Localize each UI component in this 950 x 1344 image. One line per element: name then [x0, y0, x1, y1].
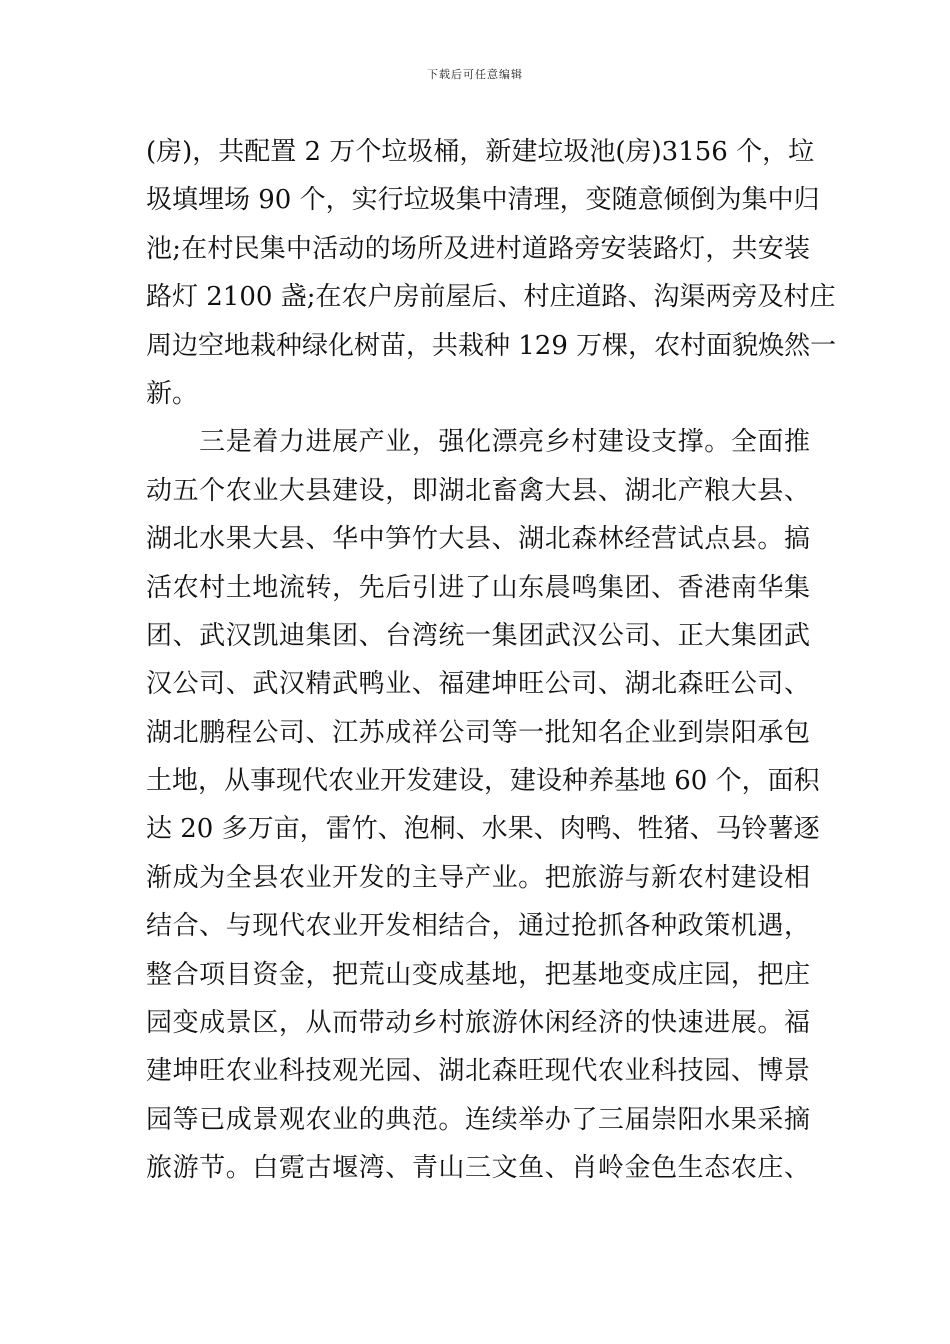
text-line: 土地，从事现代农业开发建设，建设种养基地 60 个，面积	[146, 766, 820, 797]
text-line: 圾填埋场 90 个，实行垃圾集中清理，变随意倾倒为集中归	[146, 185, 820, 216]
text-line: 整合项目资金，把荒山变成基地，把基地变成庄园，把庄	[146, 959, 810, 990]
text-line: 汉公司、武汉精武鸭业、福建坤旺公司、湖北森旺公司、	[146, 669, 810, 700]
text-line: 结合、与现代农业开发相结合，通过抢抓各种政策机遇，	[146, 911, 810, 942]
text-line: 动五个农业大县建设，即湖北畜禽大县、湖北产粮大县、	[146, 475, 810, 506]
body-text	[146, 128, 837, 1193]
text-line: 渐成为全县农业开发的主导产业。把旅游与新农村建设相	[146, 862, 810, 893]
text-line: 建坤旺农业科技观光园、湖北森旺现代农业科技园、博景	[146, 1056, 810, 1087]
text-line: 路灯 2100 盏;在农户房前屋后、村庄道路、沟渠两旁及村庄	[146, 282, 836, 313]
text-line: 新。	[146, 378, 199, 409]
text-line: 池;在村民集中活动的场所及进村道路旁安装路灯，共安装	[146, 233, 810, 264]
text-line: 团、武汉凯迪集团、台湾统一集团武汉公司、正大集团武	[146, 620, 810, 651]
text-line: 达 20 多万亩，雷竹、泡桐、水果、肉鸭、牲猪、马铃薯逐	[146, 814, 820, 845]
text-line: 旅游节。白霓古堰湾、青山三文鱼、肖岭金色生态农庄、	[146, 1153, 810, 1184]
text-line: 周边空地栽种绿化树苗，共栽种 129 万棵，农村面貌焕然一	[146, 330, 837, 361]
text-line: (房)，共配置 2 万个垃圾桶，新建垃圾池(房)3156 个，垃	[146, 137, 815, 167]
text-line: 园等已成景观农业的典范。连续举办了三届崇阳水果采摘	[146, 1104, 810, 1135]
text-line: 园变成景区，从而带动乡村旅游休闲经济的快速进展。福	[146, 1008, 810, 1039]
text-line: 活农村土地流转，先后引进了山东晨鸣集团、香港南华集	[146, 572, 810, 603]
text-line: 湖北鹏程公司、江苏成祥公司等一批知名企业到崇阳承包	[146, 717, 810, 748]
page-header: 下载后可任意编辑	[427, 68, 523, 81]
text-line: 湖北水果大县、华中笋竹大县、湖北森林经营试点县。搞	[146, 524, 810, 555]
text-line: 三是着力进展产业，强化漂亮乡村建设支撑。全面推	[146, 427, 810, 458]
